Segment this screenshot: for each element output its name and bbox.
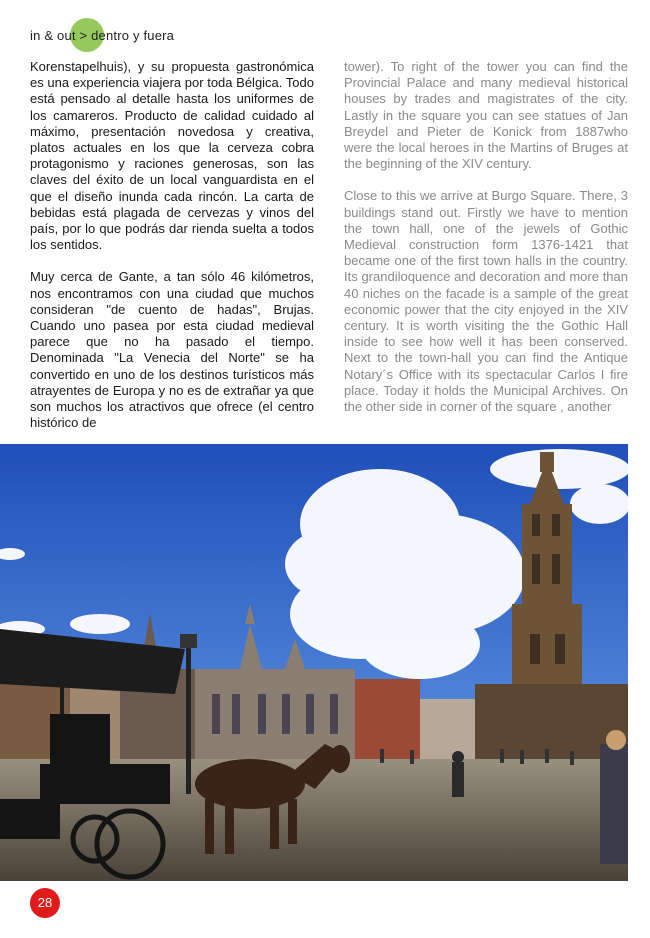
right-column — [344, 59, 628, 431]
section-title: in & out > dentro y fuera — [30, 28, 175, 43]
left-paragraph-2: Muy cerca de Gante, a tan sólo 46 kilómetros, nos encontramos con una ciudad que muchos consideran "de cuento de hadas", Brujas. Cuando uno pasea por esta ciudad medieval parece que no ha pasado el tiempo. Denominada "La Venecia del Norte" se ha convertido en uno de los destinos turísticos más atrayentes de Europa y no es de extrañar ya que son muchos los atractivos que ofrece (el centro histórico de — [30, 269, 314, 431]
page-number-badge: 28 — [30, 888, 60, 918]
right-paragraph-2: Close to this we arrive at Burgo Square. There, 3 buildings stand out. Firstly we have to mention the town hall, one of the jewels of Gothic Medieval construction form 1376-1421 that became one of the first town halls in the country. Its grandiloquence and decoration and more than 40 niches on the facade is a sample of the great economic power that the city enjoyed in the XIV century. It is worth visiting the the Gothic Hall inside to see how well it has been conserved. Next to the town-hall you can find the Antique Notary´s Office with its spectacular Carlos I fire place. Today it holds the Municipal Archives. On the other side in corner of the square , another — [344, 188, 628, 415]
left-paragraph-1: Korenstapelhuis), y su propuesta gastronómica es una experiencia viajera por toda Bélgica. Todo está pensado al detalle hasta los uniformes de los camareros. Producto de calidad cuidado al máximo, presentación novedosa y creativa, platos actuales en los que la cerveza cobra protagonismo y raciones generosas, son las claves del éxito de un local vanguardista en el que el diseño inunda cada rincón. La carta de bebidas está plagada de cervezas y vinos del país, por lo que podrás dar rienda suelta a todos los sentidos. — [30, 59, 314, 253]
photo-illustration — [0, 444, 628, 881]
section-header — [30, 22, 174, 50]
right-paragraph-1: tower). To right of the tower you can find the Provincial Palace and many medieval historical houses by trades and magistrates of the city. Lastly in the square you can see statues of Jan Breydel and Pieter de Konick from 1887who were the local heroes in the Martins of Bruges at the beginning of the XIV century. — [344, 59, 628, 172]
left-column — [30, 59, 314, 447]
bruges-market-square-photo — [0, 444, 628, 881]
